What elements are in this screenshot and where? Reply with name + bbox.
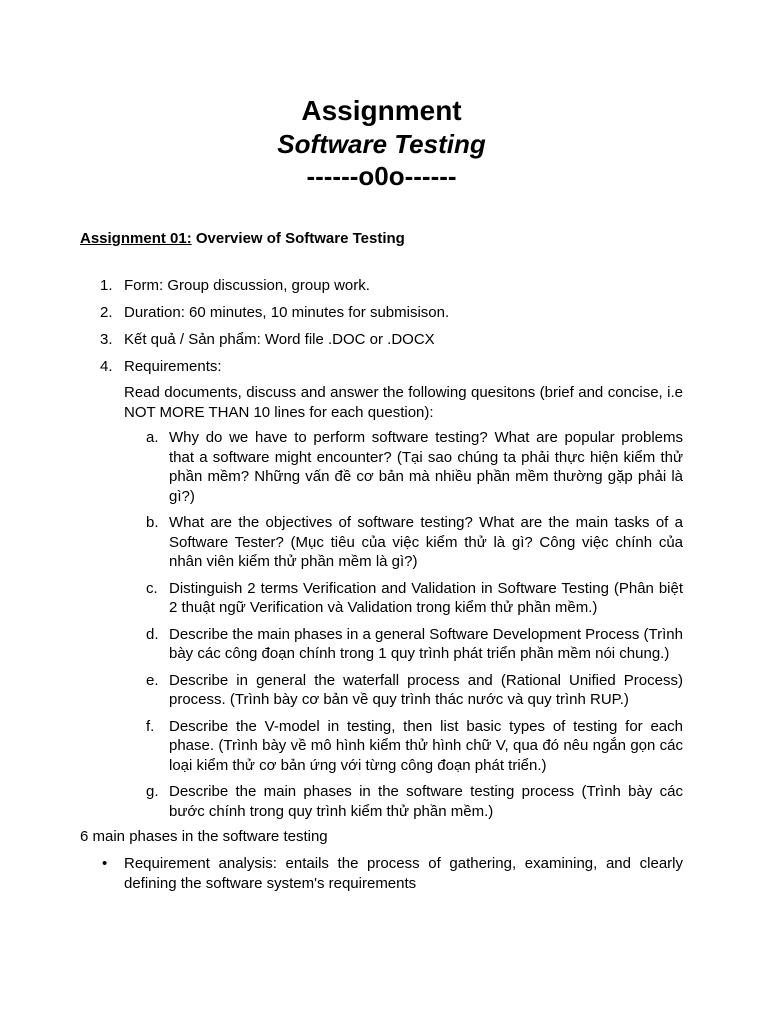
question-letter: d.	[146, 625, 159, 643]
phase-text: Requirement analysis: entails the process of gathering, examining, and clearly defining the software system's requirements	[124, 855, 683, 892]
list-item-text: Kết quả / Sản phẩm: Word file .DOC or .DOCX	[124, 330, 435, 348]
list-item-text: Duration: 60 minutes, 10 minutes for submisison.	[124, 303, 450, 321]
question-letter: b.	[146, 514, 159, 531]
question-text: Describe the V-model in testing, then list basic types of testing for each phase. (Trình bày về mô hình kiểm thử hình chữ V, qua đó nêu ngắn gọn các loại kiểm thử cơ bản ứng với từng công đoạn phát triển.)	[169, 717, 683, 774]
phase-item	[80, 854, 683, 893]
question-text: Why do we have to perform software testing? What are popular problems that a software might encounter? (Tại sao chúng ta phải thực hiện kiểm thử phần mềm? Những vấn đề cơ bản mà nhiều phần mềm thường gặp phải là gì?)	[169, 429, 683, 505]
question-item	[124, 625, 683, 664]
list-item-number: 4.	[100, 357, 113, 375]
question-item	[124, 717, 683, 776]
document-title: Assignment	[301, 95, 462, 126]
question-text: What are the objectives of software testing? What are the main tasks of a Software Tester? (Mục tiêu của việc kiểm thử là gì? Công việc chính của nhân viên kiểm thử phần mềm là gì?)	[169, 514, 683, 570]
list-item-text: Requirements:	[124, 357, 222, 375]
list-item-text: Form: Group discussion, group work.	[124, 276, 370, 294]
phases-list	[80, 854, 683, 893]
question-letter: g.	[146, 783, 159, 800]
question-text: Distinguish 2 terms Verification and Validation in Software Testing (Phân biệt 2 thuật ngữ Verification và Validation trong kiểm thử phần mềm.)	[169, 579, 683, 616]
assignment-label: Assignment 01:	[80, 230, 192, 247]
question-text: Describe the main phases in the software testing process (Trình bày các bước chính trong quy trình kiểm thử phần mềm.)	[169, 783, 683, 820]
list-item-requirements	[80, 357, 683, 822]
document-subtitle: Software Testing	[277, 129, 486, 159]
question-letter: c.	[146, 579, 158, 597]
list-item-number: 3.	[100, 330, 113, 348]
requirements-intro: Read documents, discuss and answer the following quesitons (brief and concise, i.e NOT MORE THAN 10 lines for each question):	[124, 384, 683, 421]
list-item	[80, 330, 683, 350]
document-header	[80, 0, 683, 192]
list-item-number: 1.	[100, 276, 113, 294]
question-letter: f.	[146, 717, 155, 735]
question-text: Describe in general the waterfall process and (Rational Unified Process) process. (Trình bày cơ bản về quy trình thác nước và quy trình RUP.)	[169, 671, 683, 708]
assignment-title: Overview of Software Testing	[191, 230, 405, 247]
bullet-icon: •	[102, 855, 108, 872]
question-item	[124, 513, 683, 572]
questions-list	[124, 428, 683, 821]
question-item	[124, 579, 683, 618]
list-item	[80, 276, 683, 296]
question-letter: e.	[146, 671, 159, 689]
header-ornament: ------o0o------	[306, 161, 457, 191]
question-item	[124, 671, 683, 710]
assignment-heading	[80, 229, 683, 249]
phases-heading: 6 main phases in the software testing	[80, 827, 328, 845]
list-item-number: 2.	[100, 303, 113, 321]
assignment-details-list	[80, 276, 683, 822]
question-item	[124, 428, 683, 506]
list-item	[80, 303, 683, 323]
question-item	[124, 782, 683, 821]
question-text: Describe the main phases in a general Software Development Process (Trình bày các công đoạn chính trong 1 quy trình phát triển phần mềm nói chung.)	[169, 625, 683, 662]
question-letter: a.	[146, 429, 159, 446]
